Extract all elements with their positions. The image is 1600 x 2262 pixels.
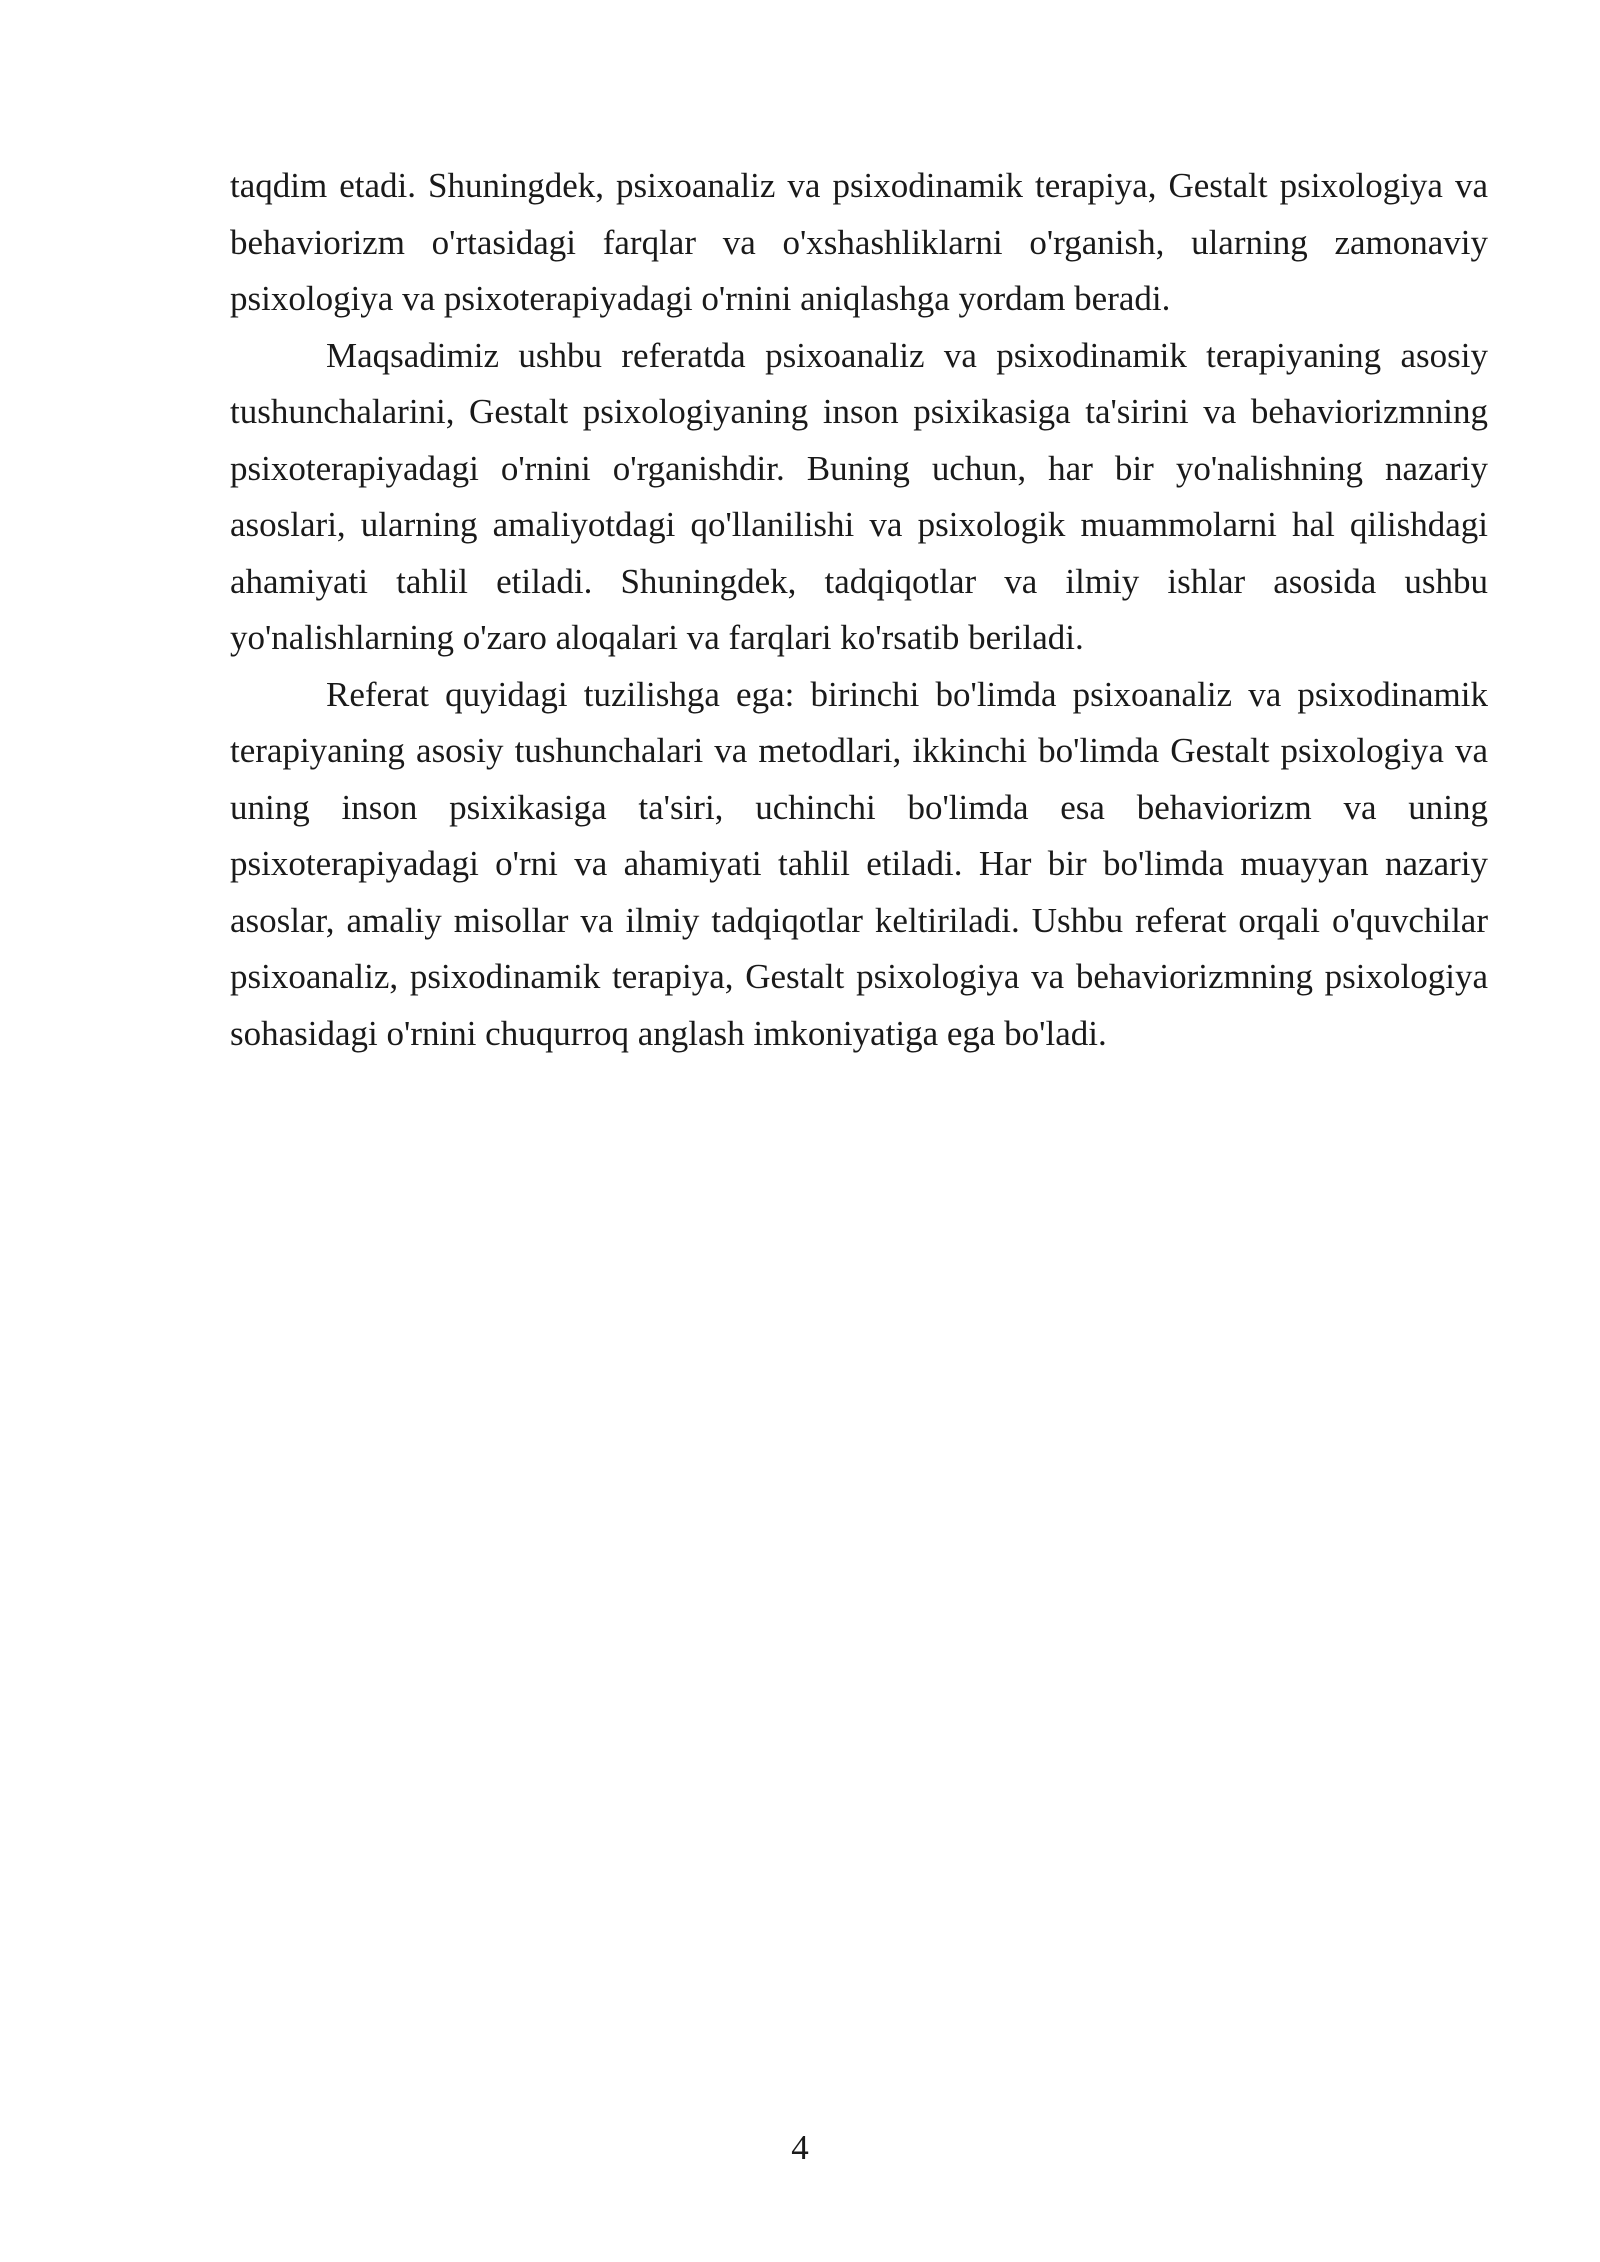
paragraph-continuation: taqdim etadi. Shuningdek, psixoanaliz va psixodinamik terapiya, Gestalt psixologiya va behaviorizm o'rtasidagi farqlar va o'xshashliklarni o'rganish, ularning zamonaviy psixologiya va psixoterapiyadagi o'rnini aniqlashga yordam beradi. xyxy=(230,166,1488,318)
page-number: 4 xyxy=(791,2128,809,2167)
body-text xyxy=(230,158,1488,1062)
paragraph-structure: Referat quyidagi tuzilishga ega: birinchi bo'limda psixoanaliz va psixodinamik terapiyaning asosiy tushunchalari va metodlari, ikkinchi bo'limda Gestalt psixologiya va uning inson psixikasiga ta'siri, uchinchi bo'limda esa behaviorizm va uning psixoterapiyadagi o'rni va ahamiyati tahlil etiladi. Har bir bo'limda muayyan nazariy asoslar, amaliy misollar va ilmiy tadqiqotlar keltiriladi. Ushbu referat orqali o'quvchilar psixoanaliz, psixodinamik terapiya, Gestalt psixologiya va behaviorizmning psixologiya sohasidagi o'rnini chuqurroq anglash imkoniyatiga ega bo'ladi. xyxy=(230,674,1488,1053)
paragraph-purpose: Maqsadimiz ushbu referatda psixoanaliz va psixodinamik terapiyaning asosiy tushunchalarini, Gestalt psixologiyaning inson psixikasiga ta'sirini va behaviorizmning psixoterapiyadagi o'rnini o'rganishdir. Buning uchun, har bir yo'nalishning nazariy asoslari, ularning amaliyotdagi qo'llanilishi va psixologik muammolarni hal qilishdagi ahamiyati tahlil etiladi. Shuningdek, tadqiqotlar va ilmiy ishlar asosida ushbu yo'nalishlarning o'zaro aloqalari va farqlari ko'rsatib beriladi. xyxy=(230,335,1488,657)
